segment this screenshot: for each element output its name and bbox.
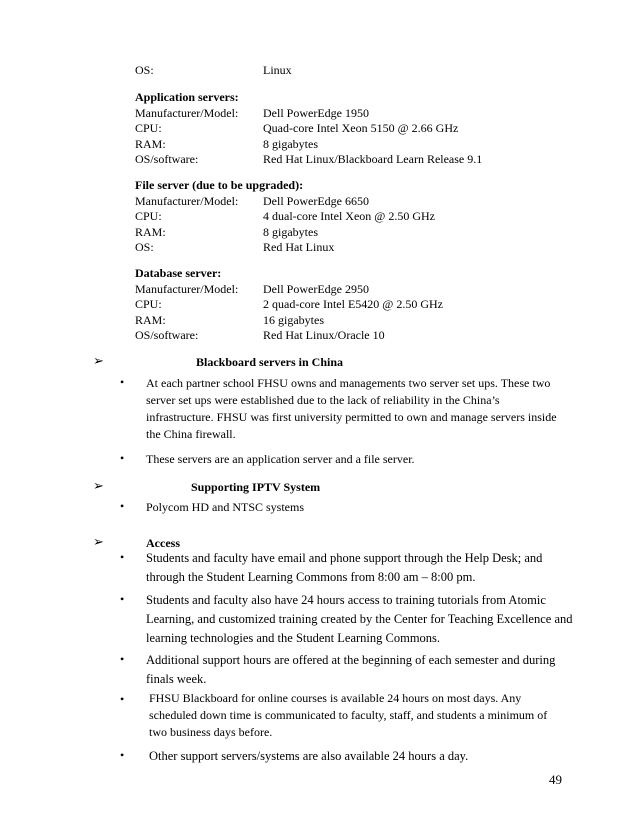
iptv-heading: Supporting IPTV System <box>191 480 321 494</box>
file-ram-label: RAM: <box>135 225 166 239</box>
app-os-value: Red Hat Linux/Blackboard Learn Release 9.1 <box>263 152 483 166</box>
app-os-label: OS/software: <box>135 152 199 166</box>
db-os-value: Red Hat Linux/Oracle 10 <box>263 328 385 342</box>
access-heading: Access <box>146 536 180 550</box>
app-ram-label: RAM: <box>135 137 166 151</box>
access-bullet-3-line-1: Additional support hours are offered at the beginning of each semester and during <box>146 653 556 667</box>
file-os-label: OS: <box>135 240 154 254</box>
access-bullet-5: Other support servers/systems are also available 24 hours a day. <box>149 749 469 763</box>
access-bullet-4-line-3: two business days before. <box>149 725 273 739</box>
bullet-icon: • <box>120 550 125 564</box>
iptv-bullet-1: Polycom HD and NTSC systems <box>146 500 305 514</box>
db-ram-value: 16 gigabytes <box>263 313 324 327</box>
file-manufacturer-value: Dell PowerEdge 6650 <box>263 194 369 208</box>
page-number: 49 <box>549 772 562 787</box>
china-heading: Blackboard servers in China <box>196 355 344 369</box>
app-cpu-value: Quad-core Intel Xeon 5150 @ 2.66 GHz <box>263 121 459 135</box>
access-bullet-4-line-2: scheduled down time is communicated to faculty, staff, and students a minimum of <box>149 708 548 722</box>
os-value: Linux <box>263 63 292 77</box>
access-bullet-3-line-2: finals week. <box>146 672 207 686</box>
db-os-label: OS/software: <box>135 328 199 342</box>
access-bullet-2-line-3: learning technologies and the Student Learning Commons. <box>146 631 441 645</box>
bullet-icon: • <box>120 451 125 465</box>
china-bullet-1-line-1: At each partner school FHSU owns and managements two server set ups. These two <box>146 376 551 390</box>
db-manufacturer-value: Dell PowerEdge 2950 <box>263 282 369 296</box>
bullet-icon: • <box>120 692 125 706</box>
china-bullet-1-line-2: server set ups were established due to the lack of reliability in the China’s <box>146 393 500 407</box>
access-bullet-1-line-1: Students and faculty have email and phone support through the Help Desk; and <box>146 551 543 565</box>
bullet-icon: • <box>120 592 125 606</box>
file-manufacturer-label: Manufacturer/Model: <box>135 194 239 208</box>
db-cpu-label: CPU: <box>135 297 162 311</box>
file-server-heading: File server (due to be upgraded): <box>135 178 304 192</box>
app-servers-heading: Application servers: <box>135 90 239 104</box>
file-os-value: Red Hat Linux <box>263 240 335 254</box>
arrow-bullet-icon: ➢ <box>93 478 104 493</box>
access-bullet-2-line-1: Students and faculty also have 24 hours access to training tutorials from Atomic <box>146 593 546 607</box>
file-cpu-label: CPU: <box>135 209 162 223</box>
file-ram-value: 8 gigabytes <box>263 225 318 239</box>
access-bullet-1-line-2: through the Student Learning Commons from 8:00 am – 8:00 pm. <box>146 570 476 584</box>
db-ram-label: RAM: <box>135 313 166 327</box>
arrow-bullet-icon: ➢ <box>93 353 104 368</box>
os-label: OS: <box>135 63 154 77</box>
app-cpu-label: CPU: <box>135 121 162 135</box>
bullet-icon: • <box>120 499 125 513</box>
access-bullet-2-line-2: Learning, and customized training created by the Center for Teaching Excellence and <box>146 612 573 626</box>
bullet-icon: • <box>120 748 125 762</box>
db-manufacturer-label: Manufacturer/Model: <box>135 282 239 296</box>
access-bullet-4-line-1: FHSU Blackboard for online courses is available 24 hours on most days. Any <box>149 691 522 705</box>
arrow-bullet-icon: ➢ <box>93 534 104 549</box>
db-cpu-value: 2 quad-core Intel E5420 @ 2.50 GHz <box>263 297 443 311</box>
app-manufacturer-value: Dell PowerEdge 1950 <box>263 106 369 120</box>
bullet-icon: • <box>120 652 125 666</box>
bullet-icon: • <box>120 375 125 389</box>
china-bullet-1-line-4: the China firewall. <box>146 427 236 441</box>
china-bullet-1-line-3: infrastructure. FHSU was first university permitted to own and manage servers inside <box>146 410 557 424</box>
china-bullet-2: These servers are an application server and a file server. <box>146 452 415 466</box>
db-server-heading: Database server: <box>135 266 222 280</box>
app-manufacturer-label: Manufacturer/Model: <box>135 106 239 120</box>
file-cpu-value: 4 dual-core Intel Xeon @ 2.50 GHz <box>263 209 435 223</box>
app-ram-value: 8 gigabytes <box>263 137 318 151</box>
